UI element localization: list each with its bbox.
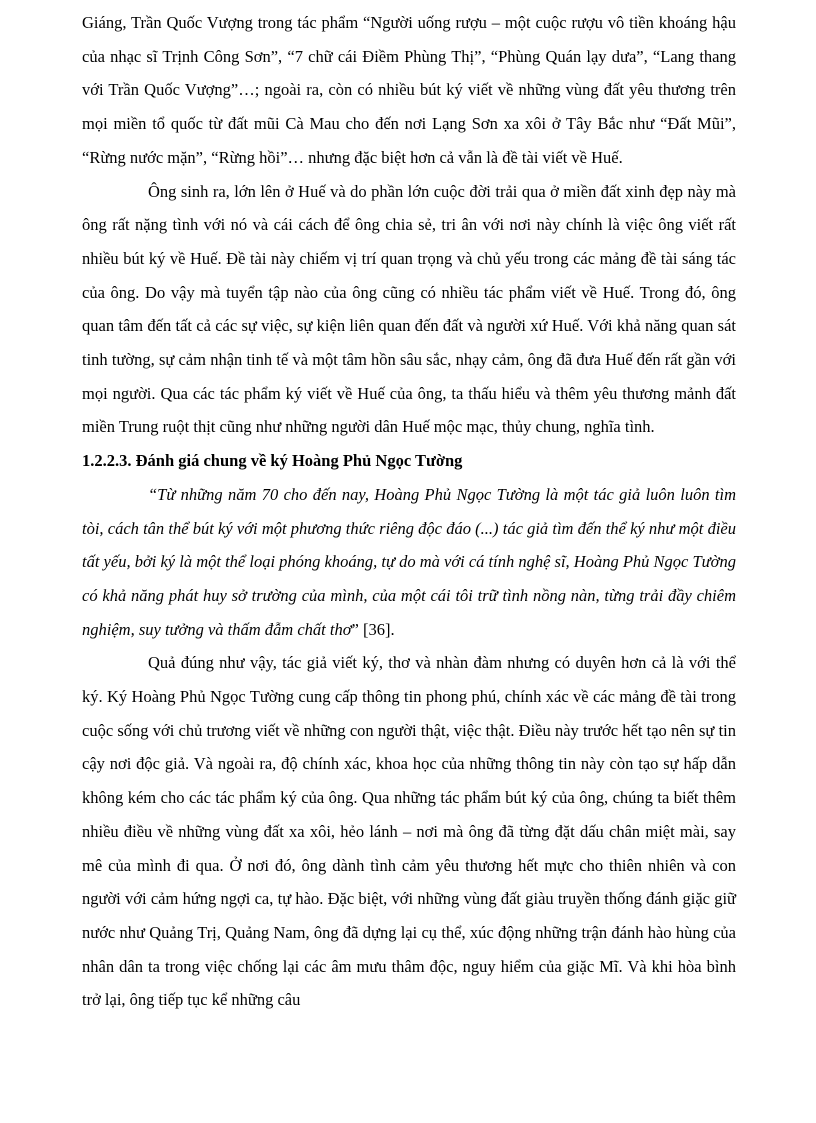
- section-heading: 1.2.2.3. Đánh giá chung về ký Hoàng Phủ Ngọc Tường: [82, 451, 463, 471]
- paragraph-hue: Ông sinh ra, lớn lên ở Huế và do phần lớn cuộc đời trải qua ở miền đất xinh đẹp này mà ông rất nặng tình với nó và cái cách để ông chia sẻ, tri ân với nơi này chính là việc ông viết rất nhiều bút ký về Huế. Đề tài này chiếm vị trí quan trọng và chủ yếu trong các mảng đề tài sáng tác của ông. Do vậy mà tuyển tập nào của ông cũng có nhiều tác phẩm viết về Huế. Trong đó, ông quan tâm đến tất cả các sự việc, sự kiện liên quan đến đất và người xứ Huế. Với khả năng quan sát tinh tường, sự cảm nhận tinh tế và một tâm hồn sâu sắc, nhạy cảm, ông đã đưa Huế đến rất gần với mọi người. Qua các tác phẩm ký viết về Huế của ông, ta thấu hiểu và thêm yêu thương mảnh đất miền Trung ruột thịt cũng như những người dân Huế mộc mạc, thủy chung, nghĩa tình.: [82, 181, 736, 437]
- paragraph-continued: Giáng, Trần Quốc Vượng trong tác phẩm “Người uống rượu – một cuộc rượu vô tiền khoáng hậu của nhạc sĩ Trịnh Công Sơn”, “7 chữ cái Điềm Phùng Thị”, “Phùng Quán lạy dưa”, “Lang thang với Trần Quốc Vượng”…; ngoài ra, còn có nhiều bút ký viết về những vùng đất yêu thương trên mọi miền tổ quốc từ đất mũi Cà Mau cho đến nơi Lạng Sơn xa xôi ở Tây Bắc như “Đất Mũi”, “Rừng nước mặn”, “Rừng hồi”… nhưng đặc biệt hơn cả vẫn là đề tài viết về Huế.: [82, 13, 736, 167]
- block-quote: [82, 478, 736, 647]
- paragraph-assessment: Quả đúng như vậy, tác giả viết ký, thơ và nhàn đàm nhưng có duyên hơn cả là với thể ký. Ký Hoàng Phủ Ngọc Tường cung cấp thông tin phong phú, chính xác về các mảng đề tài trong cuộc sống với chủ trương viết về những con người thật, việc thật. Điều này trước hết tạo nên sự tin cậy nơi độc giả. Và ngoài ra, độ chính xác, khoa học của những thông tin này còn tạo sự hấp dẫn không kém cho các tác phẩm ký của ông. Qua những tác phẩm bút ký của ông, chúng ta biết thêm nhiều điều về những vùng đất xa xôi, hẻo lánh – nơi mà ông đã từng đặt dấu chân miệt mài, say mê của mình đi qua. Ở nơi đó, ông dành tình cảm yêu thương hết mực cho thiên nhiên và con người với cảm hứng ngợi ca, tự hào. Đặc biệt, với những vùng đất giàu truyền thống đánh giặc giữ nước như Quảng Trị, Quảng Nam, ông đã dựng lại cụ thể, xúc động những trận đánh hào hùng của nhân dân ta trong việc chống lại các âm mưu thâm độc, nguy hiểm của giặc Mĩ. Và khi hòa bình trở lại, ông tiếp tục kể những câu: [82, 653, 736, 1010]
- quote-text: “Từ những năm 70 cho đến nay, Hoàng Phủ Ngọc Tường là một tác giả luôn luôn tìm tòi, cách tân thể bút ký với một phương thức riêng độc đáo (...) tác giả tìm đến thể ký như một điều tất yếu, bởi ký là một thể loại phóng khoáng, tự do mà với cá tính nghệ sĩ, Hoàng Phủ Ngọc Tường có khả năng phát huy sở trường của mình, của một cái tôi trữ tình nồng nàn, từng trải đầy chiêm nghiệm, suy tưởng và thấm đẫm chất thơ: [82, 484, 736, 639]
- document-page: [82, 6, 736, 1017]
- quote-citation: ” [36].: [351, 619, 395, 639]
